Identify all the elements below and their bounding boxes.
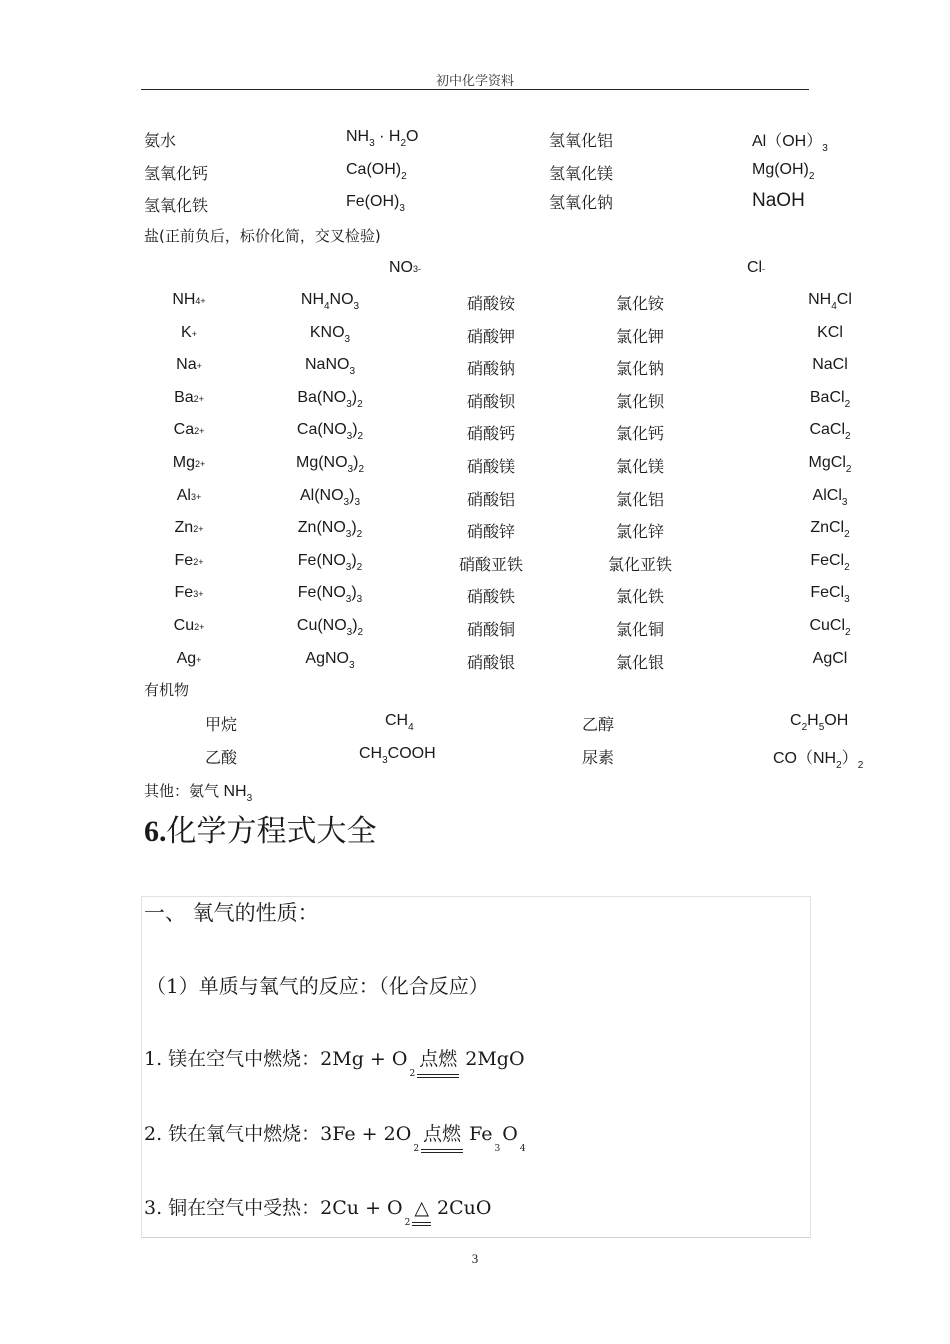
salt-cation: Al3+ [176,486,202,504]
salt-nitrate-name: 硝酸铁 [466,587,516,607]
base-name: 氢氧化钠 [549,193,614,212]
base-name: 氢氧化铁 [144,196,209,215]
page-header: 初中化学资料 [435,74,514,89]
salt-chloride-name: 氯化锌 [615,522,665,542]
organic-name: 乙醇 [582,715,615,734]
base-formula: $Al(OH)_3$ [752,133,828,154]
salt-cation: Ca2+ [173,421,205,439]
salt-nitrate-name: 硝酸钙 [466,424,516,444]
salt-nitrate-formula: $KNO_3$ [309,323,351,345]
salt-chloride-name: 氯化银 [615,652,665,672]
salt-nitrate-name: 硝酸钠 [466,359,516,379]
base-name: 氢氧化铝 [549,131,614,150]
salt-chloride-formula: FeCl$_3$ [810,584,850,606]
salt-chloride-name: 氯化铝 [615,489,665,509]
equation-row [144,1193,492,1228]
base-formula: $Fe(OH)_3$ [346,193,405,214]
base-name: 氢氧化钙 [144,164,209,183]
equation-subsection-title: （1）单质与氧气的反应：（化合反应） [146,974,489,998]
salt-chloride-formula: BaCl$_2$ [809,388,851,410]
salt-cation: Cu2+ [173,617,205,634]
salt-nitrate-formula: $Ca(NO_3)_2$ [296,421,364,443]
salt-nitrate-formula: $Fe(NO_3)_3$ [297,584,363,606]
equation-subscript: 4 [519,1144,526,1154]
salt-chloride-name: 氯化钠 [615,359,665,379]
equation-row [144,1119,528,1154]
salt-cation: NH4+ [172,291,206,308]
heading-number: 6. [144,815,167,848]
salt-cation: Na+ [176,356,202,374]
reaction-condition: 点燃 [421,1119,463,1146]
organic-name: 甲烷 [205,715,238,734]
equation-text: 2. 铁在氧气中燃烧：3Fe + 2O [144,1123,412,1145]
salt-chloride-name: 氯化铵 [615,294,665,313]
equation-product: 2CuO [437,1197,492,1219]
salt-chloride-formula: AlCl$_3$ [812,486,848,508]
salt-cation: Zn2+ [174,519,204,537]
other-label: 其他：氨气 [144,782,220,800]
organic-name: 乙酸 [205,748,238,767]
equation-text: 1. 镁在空气中燃烧：2Mg + O [144,1048,408,1070]
equation-subscript: 3 [494,1144,501,1154]
salt-chloride-name: 氯化钙 [615,424,665,444]
reaction-condition: 点燃 [417,1044,459,1071]
base-formula: $NH_3 \cdot H_2O$ [346,128,419,149]
salt-chloride-formula: ZnCl$_2$ [810,519,850,541]
salt-chloride-name: 氯化铁 [615,587,665,607]
salt-cation: Mg2+ [172,454,206,471]
organic-formula: $CH_3COOH$ [359,745,436,766]
organic-name: 尿素 [582,748,615,767]
page-number: 3 [471,1251,479,1266]
header-rule [141,89,809,90]
salt-nitrate-formula: $Cu(NO_3)_2$ [296,617,364,638]
equation-product-part: O [502,1123,518,1145]
organic-title: 有机物 [144,681,190,699]
heading-text: 化学方程式大全 [166,814,377,849]
salt-chloride-formula: AgCl [812,649,848,667]
salt-nitrate-name: 硝酸钾 [466,326,516,346]
salt-chloride-name: 氯化钾 [615,326,665,346]
equation-text: 3. 铜在空气中受热：2Cu + O [144,1197,403,1219]
equation-subscript: 2 [409,1069,416,1079]
equation-subscript: 2 [404,1218,411,1228]
equation-section-title: 一、 氧气的性质： [144,901,319,925]
salt-chloride-formula: $NH_4Cl$ [808,291,852,312]
base-name: 氨水 [144,131,177,150]
salt-nitrate-formula: $Mg(NO_3)_2$ [295,454,365,475]
salt-nitrate-name: 硝酸铵 [466,294,516,313]
equation-subscript: 2 [413,1144,420,1154]
salt-cation: Fe3+ [174,584,204,602]
base-name: 氢氧化镁 [549,164,614,183]
salt-nitrate-formula: AgNO$_3$ [305,649,355,671]
other-line [144,780,252,804]
salt-section-title: 盐(正前负后，标价化简，交叉检验) [144,227,381,245]
other-formula: $NH_3$ [219,783,253,804]
salt-cation: Fe2+ [174,551,204,569]
salt-cation: K+ [181,323,197,341]
salt-chloride-formula: CuCl$_2$ [809,617,851,638]
salt-nitrate-name: 硝酸亚铁 [458,554,524,574]
salt-chloride-formula: CaCl$_2$ [809,421,851,443]
salt-chloride-name: 氯化亚铁 [607,554,673,574]
organic-formula: $CH_4$ [385,712,414,733]
salt-nitrate-name: 硝酸银 [466,652,516,672]
salt-cation: Ag+ [176,649,202,667]
salt-nitrate-formula: $Al(NO_3)_3$ [299,486,361,508]
salt-nitrate-formula: $Fe(NO_3)_2$ [297,551,363,573]
equation-product: Fe [469,1123,493,1145]
anion-header: NO3- [388,259,422,276]
salt-chloride-formula: FeCl$_2$ [810,551,850,573]
reaction-condition: △ [414,1197,429,1219]
salt-nitrate-name: 硝酸铜 [466,620,516,639]
salt-chloride-formula: MgCl$_2$ [808,454,852,475]
equation-row [144,1044,525,1079]
salt-nitrate-name: 硝酸镁 [466,457,516,476]
organic-formula: $C_2H_5OH$ [790,712,849,733]
base-formula: $Mg(OH)_2$ [752,161,815,182]
salt-chloride-name: 氯化钡 [615,391,665,411]
salt-chloride-name: 氯化铜 [615,620,665,639]
salt-chloride-formula: KCl [817,323,843,341]
base-formula: NaOH [752,190,805,211]
anion-header: Cl- [746,259,766,276]
salt-nitrate-name: 硝酸钡 [466,391,516,411]
salt-chloride-name: 氯化镁 [615,457,665,476]
salt-cation: Ba2+ [174,388,204,406]
organic-formula: $CO(NH_2)_2$ [773,750,864,771]
salt-nitrate-formula: $Zn(NO_3)_2$ [297,519,363,541]
salt-chloride-formula: NaCl [812,356,848,374]
section-heading [144,806,377,850]
salt-nitrate-formula: NaNO$_3$ [304,356,356,378]
base-formula: $Ca(OH)_2$ [346,161,407,182]
salt-nitrate-formula: $Ba(NO_3)_2$ [297,388,363,410]
salt-nitrate-name: 硝酸铝 [466,489,516,509]
salt-nitrate-formula: $NH_4NO_3$ [300,291,360,312]
salt-nitrate-name: 硝酸锌 [466,522,516,542]
equation-product: 2MgO [465,1048,525,1070]
